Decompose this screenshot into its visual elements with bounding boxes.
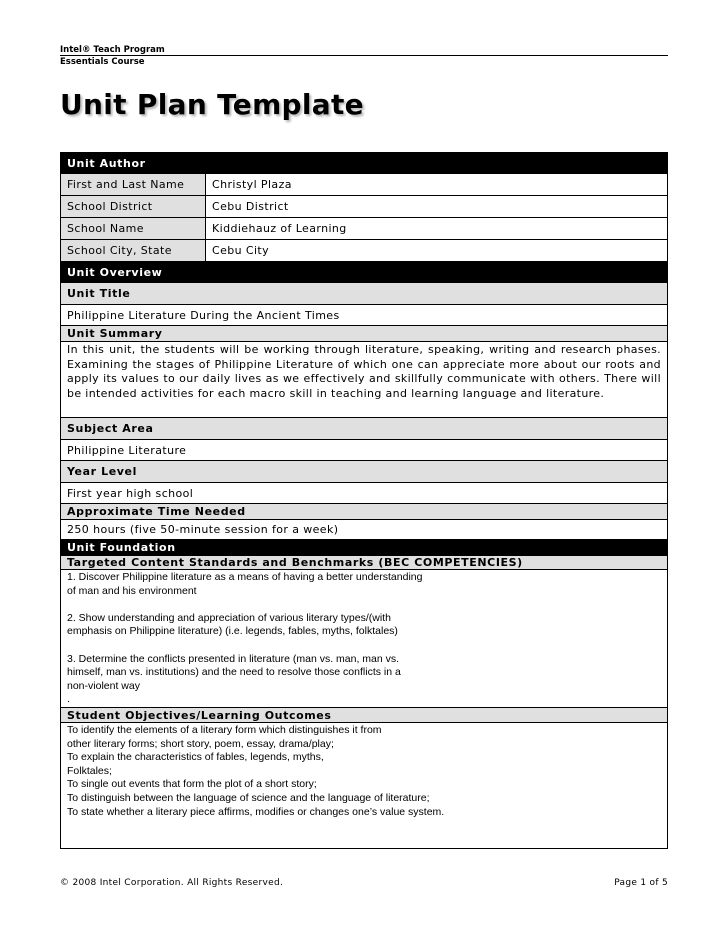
- unit-summary-label: Unit Summary: [61, 326, 667, 342]
- school-district-row: [61, 196, 667, 218]
- school-name-row: [61, 218, 667, 240]
- time-needed-label: Approximate Time Needed: [61, 504, 667, 520]
- unit-foundation-heading: Unit Foundation: [61, 540, 667, 556]
- year-level-value: First year high school: [61, 483, 667, 504]
- subject-area-value: Philippine Literature: [61, 440, 667, 461]
- program-name: Intel® Teach Program: [60, 45, 165, 55]
- objectives-row: [61, 723, 667, 848]
- unit-author-heading: Unit Author: [61, 153, 667, 174]
- author-name-value: Christyl Plaza: [212, 178, 292, 191]
- standards-label: Targeted Content Standards and Benchmarks (BEC COMPETENCIES): [61, 556, 667, 570]
- school-city-value: Cebu City: [212, 244, 270, 257]
- time-needed-value: 250 hours (five 50-minute session for a week): [61, 520, 667, 540]
- school-city-label: School City, State: [61, 240, 206, 261]
- subject-area-label: Subject Area: [61, 418, 667, 440]
- document-header: [60, 44, 668, 68]
- course-name: Essentials Course: [60, 57, 145, 67]
- unit-title-label: Unit Title: [61, 283, 667, 305]
- header-divider: [60, 55, 668, 56]
- unit-plan-table: [60, 152, 668, 849]
- author-name-row: [61, 174, 667, 196]
- standards-text: 1. Discover Philippine literature as a means of having a better understanding of man and his environment 2. Show understanding and appreciation of various literary types/(with emphasis on Philippine literature) (i.e. legends, fables, myths, folktales) 3. Determine the conflicts presented in literature (man vs. man, man vs. himself, man vs. institutions) and the need to resolve those conflicts in a non-violent way .: [67, 571, 423, 706]
- unit-summary-text: In this unit, the students will be working through literature, speaking, writing and research phases. Examining the stages of Philippine Literature of which one can appreciate more about our roots and apply its values to our daily lives as we effectively and skillfully communicate with others. There will be intended activities for each macro skill in teaching and learning language and literature.: [67, 343, 661, 400]
- objectives-label: Student Objectives/Learning Outcomes: [61, 708, 667, 723]
- page-footer: [60, 878, 668, 888]
- school-district-label: School District: [61, 196, 206, 217]
- school-name-label: School Name: [61, 218, 206, 239]
- author-name-label: First and Last Name: [61, 174, 206, 195]
- page-number: Page 1 of 5: [614, 878, 668, 888]
- school-name-value: Kiddiehauz of Learning: [212, 222, 347, 235]
- unit-overview-heading: Unit Overview: [61, 262, 667, 283]
- year-level-label: Year Level: [61, 461, 667, 483]
- page-title: Unit Plan Template: [60, 88, 364, 121]
- school-city-row: [61, 240, 667, 262]
- objectives-text: To identify the elements of a literary form which distinguishes it from other literary forms; short story, poem, essay, drama/play; To explain the characteristics of fables, legends, myths, Folktales; To single out events that form the plot of a short story; To distinguish between the language of science and the language of literature; To state whether a literary piece affirms, modifies or changes one’s value system.: [67, 724, 445, 818]
- unit-summary-row: [61, 342, 667, 418]
- school-district-value: Cebu District: [212, 200, 289, 213]
- copyright-text: © 2008 Intel Corporation. All Rights Reserved.: [60, 878, 284, 888]
- unit-title-value: Philippine Literature During the Ancient Times: [61, 305, 667, 326]
- standards-row: [61, 570, 667, 708]
